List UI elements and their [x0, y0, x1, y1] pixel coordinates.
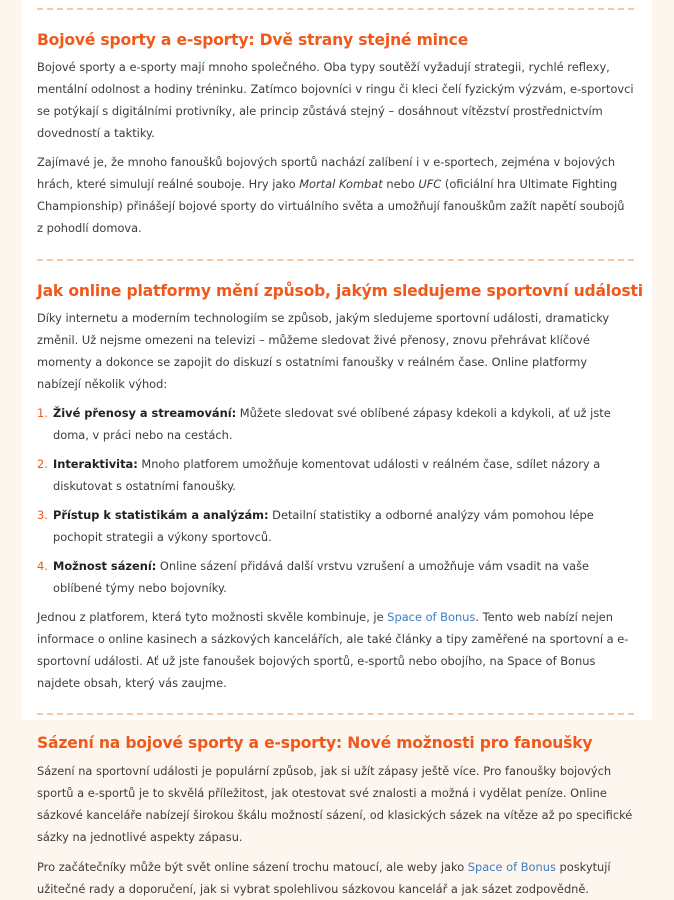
game-title: Mortal Kombat: [299, 177, 383, 191]
paragraph: Bojové sporty a e-sporty mají mnoho společného. Oba typy soutěží vyžadují strategii, rychlé reflexy, mentální odolnost a hodiny tréninku. Zatímco bojovníci v ringu či kleci čelí fyzickým výzvám, e-sportovci se potýkají s digitálními protivníky, ale princip zůstává stejný – dosáhnout vítězství prostřednictvím dovedností a taktiky.: [37, 60, 634, 140]
paragraph: Díky internetu a moderním technologiím se způsob, jakým sledujeme sportovní události, dramaticky změnil. Už nejsme omezeni na televizi – můžeme sledovat živé přenosy, znovu přehrávat klíčové momenty a dokonce se zapojit do diskuzí s ostatními fanoušky v reálném čase. Online platformy nabízejí několik výhod:: [37, 311, 610, 391]
list-number: 4.: [37, 559, 48, 573]
list-item-title: Možnost sázení:: [53, 559, 157, 573]
dashed-divider: [37, 259, 634, 261]
paragraph: Sázení na sportovní události je populární způsob, jak si užít zápasy ještě více. Pro fanoušky bojových sportů a e-sportů je to skvělá příležitost, jak otestovat své znalosti a možná i vydělat peníze. Online sázkové kanceláře nabízejí širokou škálu možností sázení, od klasických sázek na vítěze až po specifické sázky na jednotlivé aspekty zápasu.: [37, 764, 633, 844]
paragraph: Zajímavé je, že mnoho fanoušků bojových sportů nachází zalíbení i v e-sportech, zejména v bojových hrách, které simulují reálné souboje. Hry jako Mortal Kombat nebo UFC (oficiální hra Ultimate Fighting Championship) přinášejí bojové sporty do virtuálního světa a umožňují fanouškům zažít napětí soubojů z pohodlí domova.: [37, 155, 625, 235]
list-item-title: Přístup k statistikám a analýzám:: [53, 508, 269, 522]
dashed-divider: [37, 713, 634, 715]
section-online-platforms: [37, 259, 643, 694]
list-item: 2. Interaktivita: Mnoho platforem umožňuje komentovat události v reálném čase, sdílet názory a diskutovat s ostatními fanoušky.: [37, 453, 634, 497]
game-title: UFC: [418, 177, 442, 191]
list-item-title: Živé přenosy a streamování:: [53, 406, 237, 420]
section-heading: Bojové sporty a e-sporty: Dvě strany stejné mince: [37, 31, 469, 49]
list-number: 3.: [37, 508, 48, 522]
list-item: 4. Možnost sázení: Online sázení přidává další vrstvu vzrušení a umožňuje vám vsadit na vaše oblíbené týmy nebo bojovníky.: [37, 555, 634, 599]
article-content: [37, 0, 643, 900]
list-number: 2.: [37, 457, 48, 471]
space-of-bonus-link[interactable]: Space of Bonus: [387, 610, 476, 624]
list-item: 1. Živé přenosy a streamování: Můžete sledovat své oblíbené zápasy kdekoli a kdykoli, ať už jste doma, v práci nebo na cestách.: [37, 402, 634, 446]
list-item-title: Interaktivita:: [53, 457, 138, 471]
section-heading: Sázení na bojové sporty a e-sporty: Nové možnosti pro fanoušky: [37, 734, 593, 752]
section-betting: [37, 713, 634, 900]
dashed-divider: [37, 8, 634, 10]
space-of-bonus-link[interactable]: Space of Bonus: [467, 860, 556, 874]
advantages-list: [37, 402, 634, 599]
section-combat-esports: [37, 8, 634, 239]
article-page: [22, 0, 652, 896]
list-item: 3. Přístup k statistikám a analýzám: Detailní statistiky a odborné analýzy vám pomohou lépe pochopit strategii a výkony sportovců.: [37, 504, 634, 548]
paragraph: Jednou z platforem, která tyto možnosti skvěle kombinuje, je Space of Bonus. Tento web nabízí nejen informace o online kasinech a sázkových kancelářích, ale také články a tipy zaměřené na sportovní a e-sportovní události. Ať už jste fanoušek bojových sportů, e-sportů nebo obojího, na Space of Bonus najdete obsah, který vás zaujme.: [37, 610, 629, 690]
section-heading: Jak online platformy mění způsob, jakým sledujeme sportovní události: [37, 282, 643, 300]
paragraph: Pro začátečníky může být svět online sázení trochu matoucí, ale weby jako Space of Bonus poskytují užitečné rady a doporučení, jak si vybrat spolehlivou sázkovou kancelář a jak sázet zodpovědně.: [37, 860, 611, 896]
list-number: 1.: [37, 406, 48, 420]
